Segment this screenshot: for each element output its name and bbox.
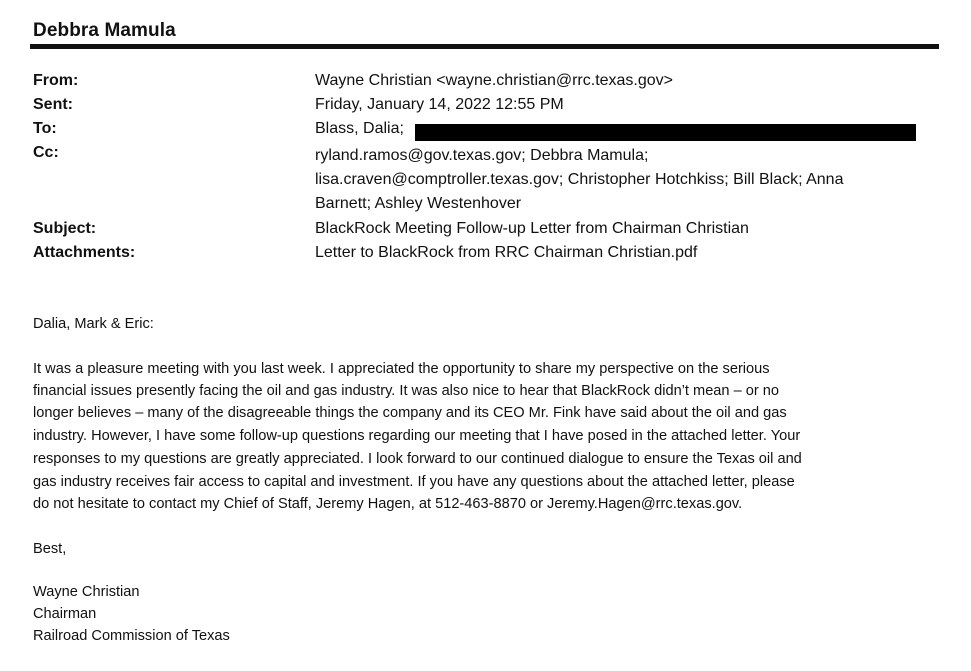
attachment-filename: Letter to BlackRock from RRC Chairman Christian.pdf <box>315 244 698 261</box>
to-value: Blass, Dalia; <box>315 120 404 137</box>
paragraph-line: It was a pleasure meeting with you last week. I appreciated the opportunity to share my perspective on the serious <box>33 361 770 377</box>
cc-label: Cc: <box>33 144 59 161</box>
mailbox-owner-name: Debbra Mamula <box>33 20 176 41</box>
signature-organization: Railroad Commission of Texas <box>33 628 230 644</box>
cc-line: ryland.ramos@gov.texas.gov; Debbra Mamula; <box>315 147 649 164</box>
paragraph-line: longer believes – many of the disagreeable things the company and its CEO Mr. Fink have said about the oil and gas <box>33 405 787 421</box>
sent-value: Friday, January 14, 2022 12:55 PM <box>315 96 564 113</box>
signature-name: Wayne Christian <box>33 584 140 600</box>
subject-value: BlackRock Meeting Follow-up Letter from Chairman Christian <box>315 220 749 237</box>
attachments-label: Attachments: <box>33 244 136 261</box>
paragraph-line: do not hesitate to contact my Chief of Staff, Jeremy Hagen, at 512-463-8870 or Jeremy.Hagen@rrc.texas.gov. <box>33 496 743 512</box>
paragraph-line: industry. However, I have some follow-up questions regarding our meeting that I have posed in the attached letter. Your <box>33 428 801 444</box>
paragraph-line: gas industry receives fair access to capital and investment. If you have any questions about the attached letter, please <box>33 474 795 490</box>
cc-line: Barnett; Ashley Westenhover <box>315 195 522 212</box>
subject-label: Subject: <box>33 220 97 237</box>
signature-title: Chairman <box>33 606 97 622</box>
cc-line: lisa.craven@comptroller.texas.gov; Christopher Hotchkiss; Bill Black; Anna <box>315 171 844 188</box>
sent-label: Sent: <box>33 96 73 113</box>
from-value: Wayne Christian <wayne.christian@rrc.texas.gov> <box>315 72 674 89</box>
paragraph-line: responses to my questions are greatly appreciated. I look forward to our continued dialogue to ensure the Texas oil and <box>33 451 802 467</box>
redaction-bar <box>415 124 916 141</box>
header-divider <box>30 44 939 49</box>
from-label: From: <box>33 72 79 89</box>
closing: Best, <box>33 541 67 557</box>
greeting: Dalia, Mark & Eric: <box>33 316 154 332</box>
to-label: To: <box>33 120 57 137</box>
paragraph-line: financial issues presently facing the oil and gas industry. It was also nice to hear that BlackRock didn’t mean – or no <box>33 383 780 399</box>
